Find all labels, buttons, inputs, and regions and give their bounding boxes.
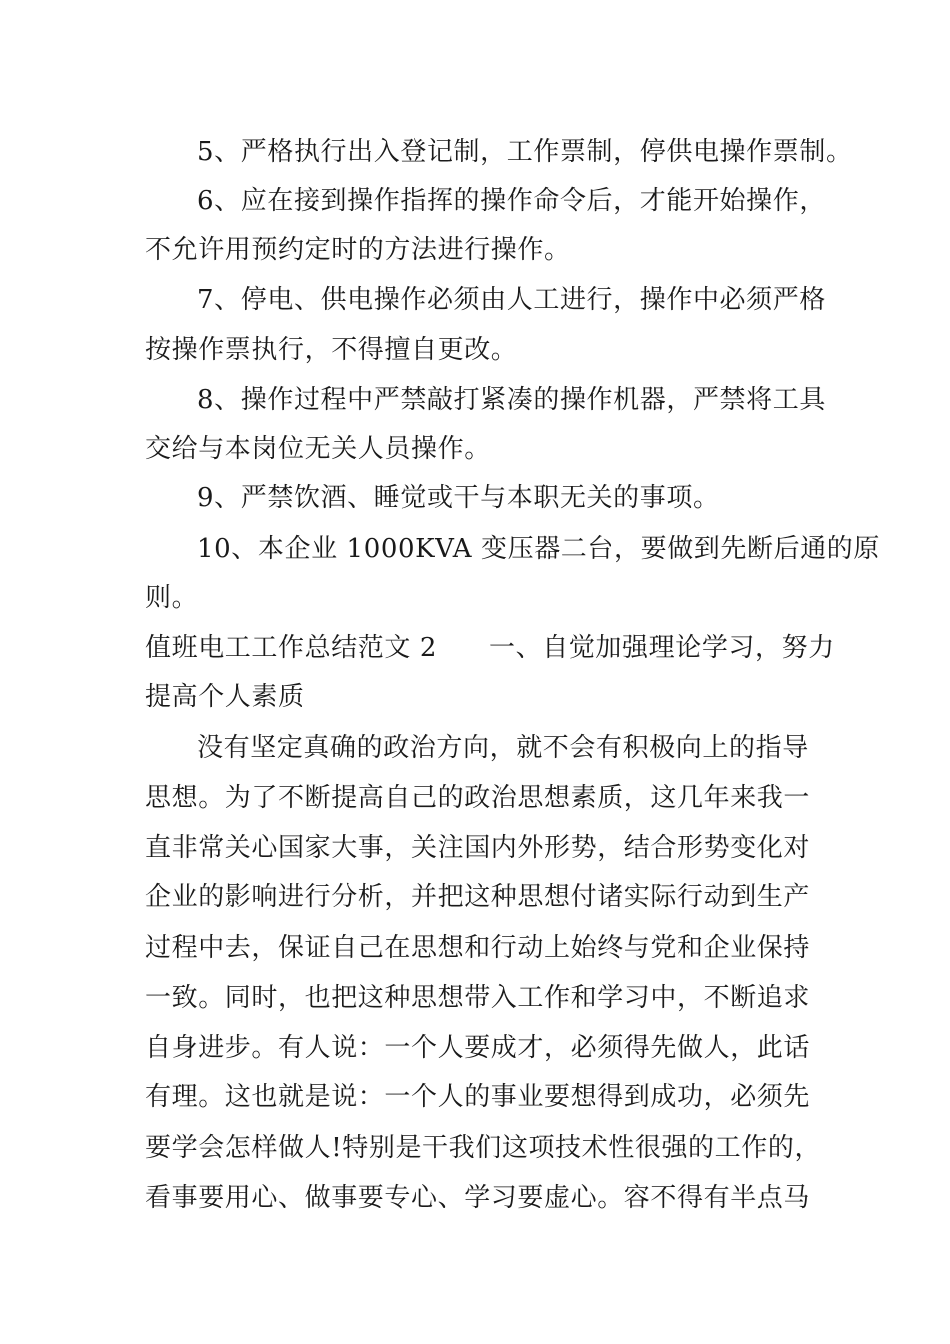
paragraph-line: 交给与本岗位无关人员操作。 xyxy=(145,434,491,464)
paragraph-line: 一致。同时，也把这种思想带入工作和学习中，不断追求 xyxy=(145,983,811,1013)
paragraph-line: 不允许用预约定时的方法进行操作。 xyxy=(145,235,571,265)
paragraph-line: 按操作票执行，不得擅自更改。 xyxy=(145,335,518,365)
paragraph-line: 7、停电、供电操作必须由人工进行，操作中必须严格 xyxy=(197,285,826,315)
paragraph-line: 9、严禁饮酒、睡觉或干与本职无关的事项。 xyxy=(197,483,720,513)
paragraph-line: 企业的影响进行分析，并把这种思想付诸实际行动到生产 xyxy=(145,882,811,912)
paragraph-line: 8、操作过程中严禁敲打紧凑的操作机器，严禁将工具 xyxy=(197,385,826,415)
paragraph-line: 10、本企业 1000KVA 变压器二台，要做到先断后通的原 xyxy=(197,534,880,564)
paragraph-line: 过程中去，保证自己在思想和行动上始终与党和企业保持 xyxy=(145,933,811,963)
section-subheading: 一、自觉加强理论学习，努力 xyxy=(489,633,835,663)
paragraph-line: 没有坚定真确的政治方向，就不会有积极向上的指导 xyxy=(197,733,809,763)
paragraph-line: 要学会怎样做人!特别是干我们这项技术性很强的工作的， xyxy=(145,1133,822,1163)
paragraph-line: 5、严格执行出入登记制，工作票制，停供电操作票制。 xyxy=(197,137,853,167)
paragraph-line: 6、应在接到操作指挥的操作命令后，才能开始操作， xyxy=(197,186,826,216)
section-title: 值班电工工作总结范文 2 xyxy=(145,633,438,663)
paragraph-line: 自身进步。有人说：一个人要成才，必须得先做人，此话 xyxy=(145,1033,811,1063)
paragraph-line: 思想。为了不断提高自己的政治思想素质，这几年来我一 xyxy=(145,783,811,813)
paragraph-line: 看事要用心、做事要专心、学习要虚心。容不得有半点马 xyxy=(145,1183,811,1213)
section-heading-line xyxy=(145,631,835,665)
section-subheading-continued: 提高个人素质 xyxy=(145,682,305,712)
paragraph-line: 直非常关心国家大事，关注国内外形势，结合形势变化对 xyxy=(145,833,811,863)
paragraph-line: 有理。这也就是说：一个人的事业要想得到成功，必须先 xyxy=(145,1082,811,1112)
paragraph-line: 则。 xyxy=(145,583,199,613)
